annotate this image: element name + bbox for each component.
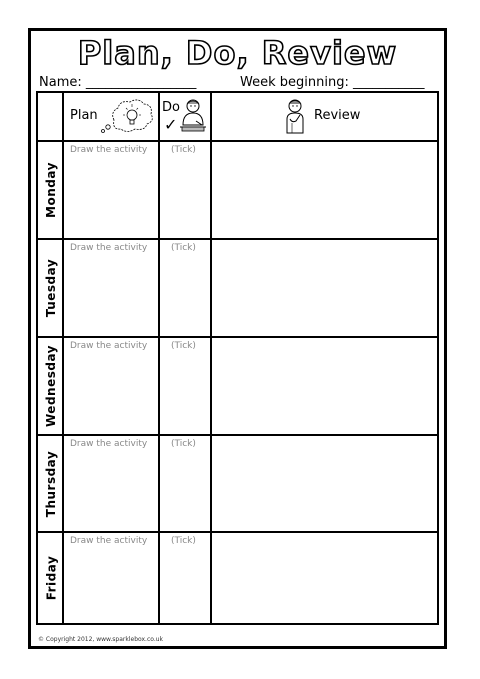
thought-bubble-lightbulb-icon <box>100 98 156 136</box>
worksheet <box>28 28 447 649</box>
tick-mark: ✓ <box>164 115 178 134</box>
tick-hint: (Tick) <box>171 145 196 155</box>
week-beginning-blank: ___________ <box>352 75 425 90</box>
child-thinking-icon <box>280 97 310 135</box>
tick-hint: (Tick) <box>171 341 196 351</box>
plan-header: Plan <box>70 108 98 123</box>
child-writing-icon <box>178 97 208 135</box>
grid-line <box>38 434 437 436</box>
tick-hint: (Tick) <box>171 243 196 253</box>
grid-line <box>210 93 212 623</box>
name-field[interactable] <box>39 75 196 90</box>
day-label-monday: Monday <box>44 162 58 218</box>
tick-hint: (Tick) <box>171 536 196 546</box>
day-label-wednesday: Wednesday <box>44 344 59 428</box>
plan-do-review-table <box>36 91 439 625</box>
plan-hint: Draw the activity <box>70 341 148 351</box>
plan-hint: Draw the activity <box>70 145 148 155</box>
day-label-tuesday: Tuesday <box>44 258 58 318</box>
grid-line <box>38 140 437 142</box>
grid-line <box>158 93 160 623</box>
page-title: Plan, Do, Review <box>77 34 398 72</box>
day-label-thursday: Thursday <box>44 450 59 517</box>
grid-line <box>38 336 437 338</box>
name-label: Name: <box>39 75 82 90</box>
grid-line <box>38 531 437 533</box>
do-header: Do <box>162 100 180 115</box>
tick-hint: (Tick) <box>171 439 196 449</box>
week-beginning-field[interactable] <box>240 75 424 90</box>
week-beginning-label: Week beginning: <box>240 75 349 90</box>
plan-hint: Draw the activity <box>70 439 148 449</box>
name-blank: _________________ <box>85 75 197 90</box>
copyright-notice: © Copyright 2012, www.sparklebox.co.uk <box>38 636 164 643</box>
day-label-friday: Friday <box>44 555 59 601</box>
plan-hint: Draw the activity <box>70 536 148 546</box>
grid-line <box>38 238 437 240</box>
review-header: Review <box>314 108 361 123</box>
plan-hint: Draw the activity <box>70 243 148 253</box>
